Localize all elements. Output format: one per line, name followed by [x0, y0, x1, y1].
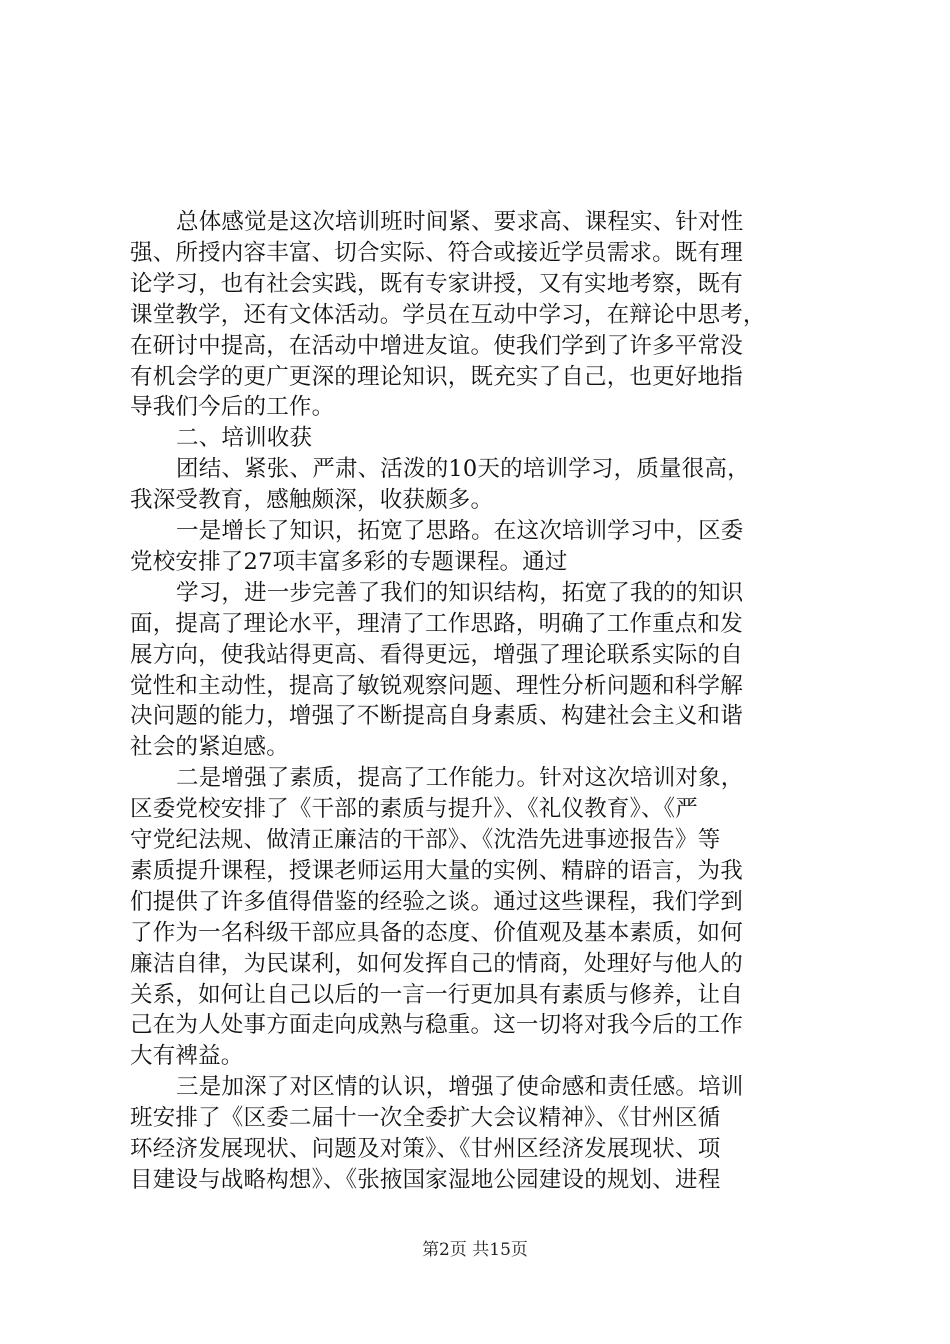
paragraph-line: 总体感觉是这次培训班时间紧、要求高、课程实、针对性 [176, 209, 744, 235]
paragraph-line: 班安排了《区委二届十一次全委扩大会议精神》、《甘州区循 [130, 1105, 721, 1131]
paragraph-line: 们提供了许多值得借鉴的经验之谈。通过这些课程，我们学到 [130, 889, 743, 915]
paragraph-line: 我深受教育，感触颇深，收获颇多。 [130, 487, 494, 513]
page-number-footer: 第2页 共15页 [422, 1240, 528, 1260]
paragraph-line: 一是增长了知识，拓宽了思路。在这次培训学习中，区委 [176, 518, 744, 544]
paragraph-line: 课堂教学，还有文体活动。学员在互动中学习，在辩论中思考， [130, 302, 766, 328]
paragraph-line: 区委党校安排了《干部的素质与提升》、《礼仪教育》、《严 [130, 796, 698, 822]
paragraph-line: 导我们今后的工作。 [130, 394, 335, 420]
paragraph-line: 在研讨中提高，在活动中增进友谊。使我们学到了许多平常没 [130, 333, 743, 359]
section-heading: 二、培训收获 [176, 425, 313, 451]
paragraph-line: 素质提升课程，授课老师运用大量的实例、精辟的语言，为我 [130, 858, 743, 884]
paragraph-line: 了作为一名科级干部应具备的态度、价值观及基本素质，如何 [130, 920, 743, 946]
paragraph-line: 大有裨益。 [130, 1043, 244, 1069]
paragraph-line: 己在为人处事方面走向成熟与稳重。这一切将对我今后的工作 [130, 1012, 743, 1038]
paragraph-line: 学习，进一步完善了我们的知识结构，拓宽了我的的知识 [176, 580, 744, 606]
paragraph-line: 三是加深了对区情的认识，增强了使命感和责任感。培训 [176, 1074, 744, 1100]
paragraph-line: 关系，如何让自己以后的一言一行更加具有素质与修养，让自 [130, 982, 743, 1008]
paragraph-line: 决问题的能力，增强了不断提高自身素质、构建社会主义和谐 [130, 703, 743, 729]
paragraph-line: 守党纪法规、做清正廉洁的干部》、《沈浩先进事迹报告》等 [130, 827, 721, 853]
paragraph-line: 论学习，也有社会实践，既有专家讲授，又有实地考察，既有 [130, 271, 743, 297]
paragraph-line: 党校安排了27项丰富多彩的专题课程。通过 [130, 549, 568, 575]
paragraph-line: 社会的紧迫感。 [130, 734, 289, 760]
paragraph-line: 有机会学的更广更深的理论知识，既充实了自己，也更好地指 [130, 364, 743, 390]
paragraph-line: 强、所授内容丰富、切合实际、符合或接近学员需求。既有理 [130, 240, 743, 266]
paragraph-line: 展方向，使我站得更高、看得更远，增强了理论联系实际的自 [130, 642, 743, 668]
paragraph-line: 环经济发展现状、问题及对策》、《甘州区经济发展现状、项 [130, 1136, 721, 1162]
paragraph-line: 面，提高了理论水平，理清了工作思路，明确了工作重点和发 [130, 611, 743, 637]
paragraph-line: 目建设与战略构想》、《张掖国家湿地公园建设的规划、进程 [130, 1167, 721, 1193]
paragraph-line: 二是增强了素质，提高了工作能力。针对这次培训对象， [176, 765, 744, 791]
paragraph-line: 廉洁自律，为民谋利，如何发挥自己的情商，处理好与他人的 [130, 951, 743, 977]
paragraph-line: 团结、紧张、严肃、活泼的10天的培训学习，质量很高， [176, 456, 750, 482]
paragraph-line: 觉性和主动性，提高了敏锐观察问题、理性分析问题和科学解 [130, 673, 743, 699]
